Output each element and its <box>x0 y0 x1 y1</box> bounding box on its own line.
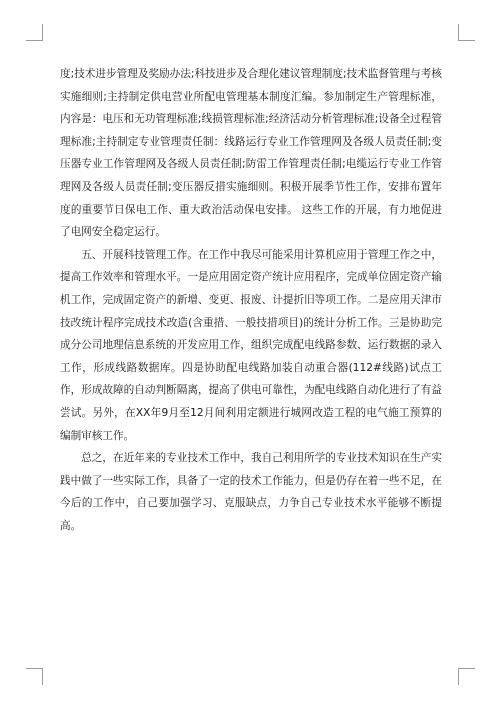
crop-mark-bottom-right <box>458 668 475 685</box>
crop-mark-top-left <box>26 24 43 41</box>
crop-mark-top-right <box>458 24 475 41</box>
paragraph-tech-management: 五、开展科技管理工作。在工作中我尽可能采用计算机应用于管理工作之中，提高工作效率和管理水平。一是应用固定资产统计应用程序，完成单位固定资产输机工作，完成固定资产的新增、变更、报废、计提折旧等项工作。二是应用天津市技改统计程序完成技术改造(含重措、一般技措项目)的统计分析工作。三是协助完成分公司地理信息系统的开发应用工作，组织完成配电线路参数、运行数据的录入工作，形成线路数据库。四是协助配电线路加装自动重合器(112#线路)试点工作，形成故障的自动判断隔离，提高了供电可靠性，为配电线路自动化进行了有益尝试。另外，在XX年9月至12月间利用定额进行城网改造工程的电气施工预算的编制审核工作。 <box>60 248 442 442</box>
paragraph-management-standards: 度;技术进步管理及奖励办法;科技进步及合理化建议管理制度;技术监督管理与考核实施细则;主持制定供电营业所配电管理基本制度汇编。参加制定生产管理标准，内容是：电压和无功管理标准;线损管理标准;经济活动分析管理标准;设备全过程管理标准;主持制定专业管理责任制：线路运行专业工作管理网及各级人员责任制;变压器专业工作管理网及各级人员责任制;防雷工作管理责任制;电缆运行专业工作管理网及各级人员责任制;变压器反措实施细则。积极开展季节性工作，安排布置年度的重要节日保电工作、重大政治活动保电安排。 这些工作的开展，有力地促进了电网安全稳定运行。 <box>60 68 442 239</box>
document-body <box>60 63 442 537</box>
crop-mark-bottom-left <box>26 668 43 685</box>
paragraph-summary: 总之，在近年来的专业技术工作中，我自己利用所学的专业技术知识在生产实践中做了一些实际工作，具备了一定的技术工作能力，但是仍存在着一些不足，在今后的工作中，自己要加强学习、克服缺点，力争自己专业技术水平能够不断提高。 <box>60 452 442 532</box>
